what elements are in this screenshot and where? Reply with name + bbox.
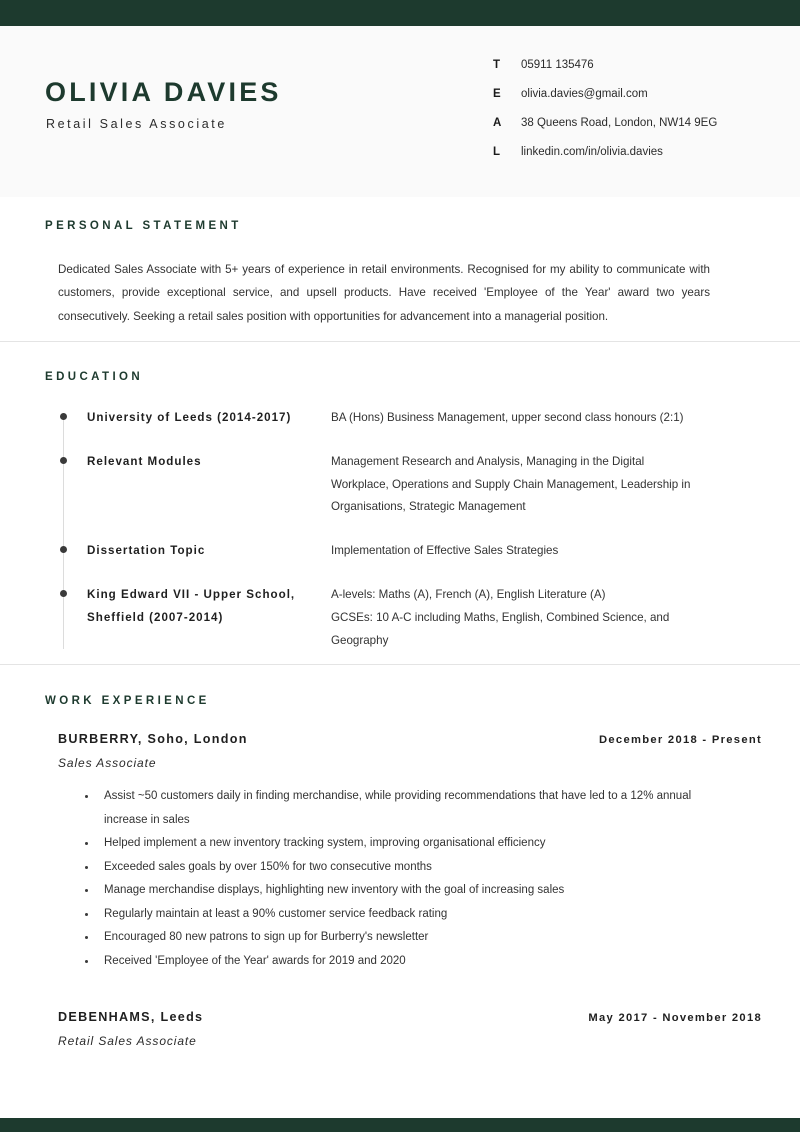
section-work-experience <box>0 695 800 1048</box>
job-entry-debenhams <box>58 1010 780 1048</box>
education-item-label: King Edward VII - Upper School, Sheffield (2007-2014) <box>87 588 296 624</box>
education-item-label: Relevant Modules <box>87 454 202 468</box>
job-bullet: Assist ~50 customers daily in finding merchandise, while providing recommendations that have led to a 12% annual increase in sales <box>58 785 780 832</box>
contact-value-phone: 05911 135476 <box>521 59 594 71</box>
page-title: OLIVIA DAVIES <box>45 77 282 107</box>
education-list <box>63 407 800 653</box>
education-timeline-rail <box>63 413 64 649</box>
contact-value-linkedin[interactable]: linkedin.com/in/olivia.davies <box>521 146 663 158</box>
divider-after-education <box>0 664 800 665</box>
education-item <box>87 584 800 652</box>
education-item <box>87 407 800 430</box>
job-bullet: Exceeded sales goals by over 150% for two consecutive months <box>58 856 780 880</box>
education-detail-line: Workplace, Operations and Supply Chain Management, Leadership in <box>331 477 691 491</box>
education-detail-line: Organisations, Strategic Management <box>331 500 526 514</box>
job-role-title: Sales Associate <box>58 756 157 770</box>
job-bullet: Regularly maintain at least a 90% customer service feedback rating <box>58 903 780 927</box>
job-bullet: Encouraged 80 new patrons to sign up for Burberry's newsletter <box>58 926 780 950</box>
education-item-detail <box>331 584 800 652</box>
education-item <box>87 540 800 563</box>
education-detail-line: Implementation of Effective Sales Strategies <box>331 544 559 558</box>
education-detail-line: Management Research and Analysis, Managing in the Digital <box>331 454 645 468</box>
contact-value-address: 38 Queens Road, London, NW14 9EG <box>521 117 718 129</box>
education-item-label: Dissertation Topic <box>87 544 206 558</box>
job-date-range: May 2017 - November 2018 <box>588 1011 762 1024</box>
contact-row-linkedin <box>493 147 793 159</box>
job-entry-burberry <box>58 732 780 974</box>
education-item-detail <box>331 540 800 563</box>
top-accent-bar <box>0 0 800 26</box>
education-detail-line: A-levels: Maths (A), French (A), English Literature (A) <box>331 588 606 602</box>
email-icon: E <box>493 88 501 100</box>
phone-icon: T <box>493 59 501 71</box>
contact-row-email <box>493 89 793 101</box>
job-bullet: Helped implement a new inventory tracking system, improving organisational efficiency <box>58 832 780 856</box>
section-title-personal-statement: PERSONAL STATEMENT <box>45 220 242 232</box>
linkedin-icon: L <box>493 146 501 158</box>
bullet-dot-icon <box>60 413 67 420</box>
bottom-accent-bar <box>0 1118 800 1132</box>
job-company-name: BURBERRY, Soho, London <box>58 732 248 746</box>
section-title-education: EDUCATION <box>45 371 144 383</box>
bullet-dot-icon <box>60 457 67 464</box>
education-detail-line: Geography <box>331 633 389 647</box>
resume-header <box>0 26 800 197</box>
education-item-detail <box>331 451 800 519</box>
section-title-work-experience: WORK EXPERIENCE <box>45 695 210 707</box>
education-item-detail <box>331 407 800 430</box>
job-bullet: Received 'Employee of the Year' awards for 2019 and 2020 <box>58 950 780 974</box>
personal-statement-text: Dedicated Sales Associate with 5+ years of experience in retail environments. Recognised for my ability to communicate with customers, provide exceptional service, and upsell products. Have received 'Employee of the Year' award two years consecutively. Seeking a retail sales position with opportunities for advancement into a managerial position. <box>58 263 710 323</box>
job-header <box>58 732 780 746</box>
divider-after-personal-statement <box>0 341 800 342</box>
contact-row-phone <box>493 60 793 72</box>
contact-value-email[interactable]: olivia.davies@gmail.com <box>521 88 648 100</box>
education-detail-line: BA (Hons) Business Management, upper second class honours (2:1) <box>331 411 684 424</box>
bullet-dot-icon <box>60 590 67 597</box>
section-education <box>0 371 800 674</box>
education-detail-line: GCSEs: 10 A-C including Maths, English, Combined Science, and <box>331 610 670 624</box>
address-icon: A <box>493 117 502 129</box>
contact-row-address <box>493 118 793 130</box>
section-personal-statement <box>0 220 800 328</box>
job-date-range: December 2018 - Present <box>599 734 762 746</box>
header-job-title: Retail Sales Associate <box>46 117 227 131</box>
bullet-dot-icon <box>60 546 67 553</box>
education-item-label: University of Leeds (2014-2017) <box>87 411 292 424</box>
job-bullet: Manage merchandise displays, highlighting new inventory with the goal of increasing sales <box>58 879 780 903</box>
job-header <box>58 1010 780 1024</box>
contact-list <box>493 60 793 176</box>
job-role-title: Retail Sales Associate <box>58 1033 197 1048</box>
education-item <box>87 451 800 519</box>
job-responsibility-list <box>58 785 780 974</box>
job-company-name: DEBENHAMS, Leeds <box>58 1009 204 1024</box>
